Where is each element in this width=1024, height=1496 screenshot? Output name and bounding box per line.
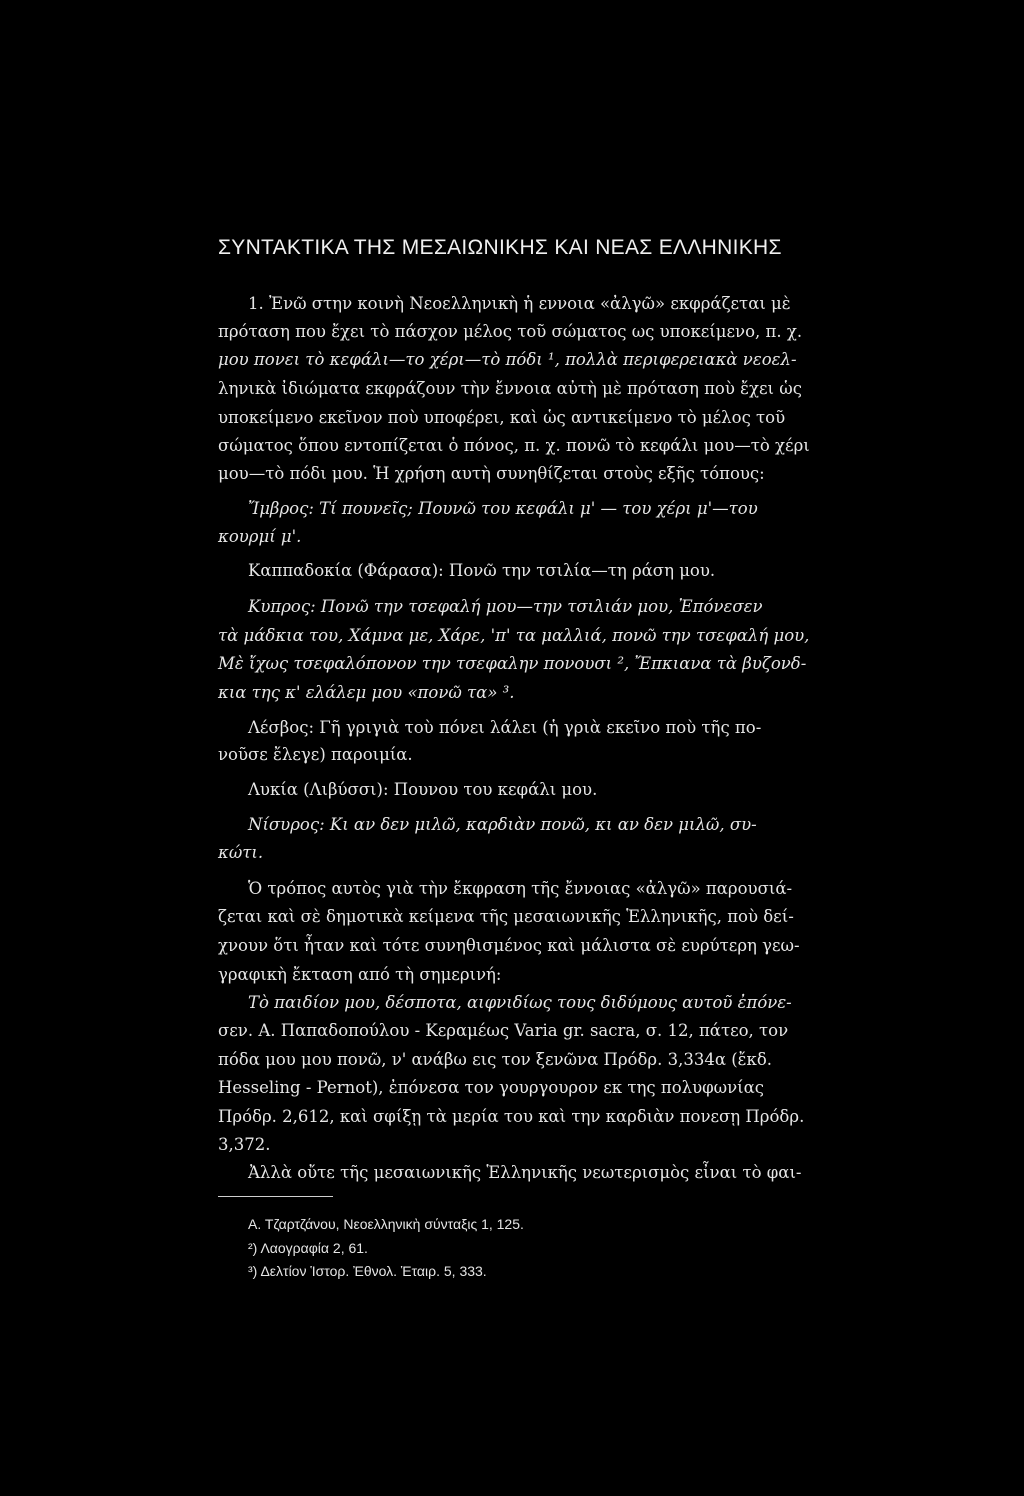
footnote: ²) Λαογραφία 2, 61. (248, 1240, 368, 1256)
text-line: 3,372. (218, 1135, 271, 1154)
text-line: Hesseling - Pernot), ἐπόνεσα τον γουργουρον εκ της πολυφωνίας (218, 1078, 765, 1097)
text-line: Πρόδρ. 2,612, καὶ σφίξῃ τὰ μερία του καὶ την καρδιὰν πονεσῃ Πρόδρ. (218, 1107, 805, 1126)
text-line: χνουν ὅτι ἦταν καὶ τότε συνηθισμένος καὶ μάλιστα σὲ ευρύτερη γεω- (218, 936, 800, 955)
text-line: γραφικὴ ἔκταση από τὴ σημερινή: (218, 965, 502, 984)
text-line: Καππαδοκία (Φάρασα): Πονῶ την τσιλία—τη ράση μου. (248, 561, 716, 580)
text-line: πόδα μου μου πονῶ, ν' ανάβω εις τον ξενῶνα Πρόδρ. 3,334α (ἔκδ. (218, 1050, 773, 1069)
text-line: ζεται καὶ σὲ δημοτικὰ κείμενα τῆς μεσαιωνικῆς Ἑλληνικῆς, ποὺ δεί- (218, 907, 794, 926)
text-line: τὰ μάδκια του, Χάμνα με, Χάρε, 'π' τα μαλλιά, πονῶ την τσεφαλή μου, (218, 626, 810, 645)
text-line: 1. Ἐνῶ στην κοινὴ Νεοελληνικὴ ἡ εννοια «ἀλγῶ» εκφράζεται μὲ (248, 294, 791, 313)
text-line: Λέσβος: Γῆ γριγιὰ τοὺ πόνει λάλει (ἡ γριὰ εκεῖνο ποὺ τῆς πο- (248, 718, 762, 737)
text-line: νοῦσε ἔλεγε) παροιμία. (218, 745, 413, 764)
text-line: μου πονει τὸ κεφάλι—το χέρι—τὸ πόδι ¹, πολλὰ περιφερειακὰ νεοελ- (218, 350, 797, 369)
text-line: κουρμί μ'. (218, 527, 302, 546)
footnote: ³) Δελτίον Ἱστορ. Ἐθνολ. Ἑταιρ. 5, 333. (248, 1263, 487, 1279)
text-line: κια της κ' ελάλεμ μου «πονῶ τα» ³. (218, 683, 515, 702)
text-line: Ἀλλὰ οὔτε τῆς μεσαιωνικῆς Ἑλληνικῆς νεωτερισμὸς εἶναι τὸ φαι- (248, 1163, 802, 1182)
text-line: υποκείμενο εκεῖνον ποὺ υποφέρει, καὶ ὡς αντικείμενο τὸ μέλος τοῦ (218, 408, 786, 427)
footnote: Α. Τζαρτζάνου, Νεοελληνικὴ σύνταξις 1, 125. (248, 1216, 524, 1232)
text-line: σώματος ὅπου εντοπίζεται ὁ πόνος, π. χ. πονῶ τὸ κεφάλι μου—τὸ χέρι (218, 436, 810, 455)
text-line: Λυκία (Λιβύσσι): Πουνου του κεφάλι μου. (248, 780, 598, 799)
text-line: Τὸ παιδίον μου, δέσποτα, αιφνιδίως τους διδύμους αυτοῦ ἐπόνε- (248, 993, 792, 1012)
text-line: πρόταση που ἔχει τὸ πάσχον μέλος τοῦ σώματος ως υποκείμενο, π. χ. (218, 322, 803, 341)
text-line: Κυπρος: Πονῶ την τσεφαλή μου—την τσιλιάν μου, Ἐπόνεσεν (248, 597, 763, 616)
footnote-divider (218, 1196, 333, 1197)
text-line: Ἴμβρος: Τί πουνεῖς; Πουνῶ του κεφάλι μ' — του χέρι μ'—του (248, 499, 758, 518)
text-line: Νίσυρος: Κι αν δεν μιλῶ, καρδιὰν πονῶ, κι αν δεν μιλῶ, συ- (248, 815, 757, 834)
text-line: κώτι. (218, 843, 264, 862)
text-line: ληνικὰ ἰδιώματα εκφράζουν τὴν ἔννοια αὐτὴ μὲ πρόταση ποὺ ἔχει ὡς (218, 379, 802, 398)
text-line: Ὁ τρόπος αυτὸς γιὰ τὴν ἔκφραση τῆς ἔννοιας «ἀλγῶ» παρουσιά- (248, 879, 793, 898)
text-line: μου—τὸ πόδι μου. Ἡ χρήση αυτὴ συνηθίζεται στοὺς εξῆς τόπους: (218, 464, 765, 483)
text-line: Μὲ ἴχως τσεφαλόπονον την τσεφαλην πονουσι ², Ἔπκιανα τὰ βυζονδ- (218, 654, 807, 673)
chapter-heading: ΣΥΝΤΑΚΤΙΚΑ ΤΗΣ ΜΕΣΑΙΩΝΙΚΗΣ ΚΑΙ ΝΕΑΣ ΕΛΛΗΝΙΚΗΣ (218, 236, 782, 259)
text-line: σεν. Α. Παπαδοπούλου - Κεραμέως Varia gr. sacra, σ. 12, πάτεο, τον (218, 1021, 789, 1040)
